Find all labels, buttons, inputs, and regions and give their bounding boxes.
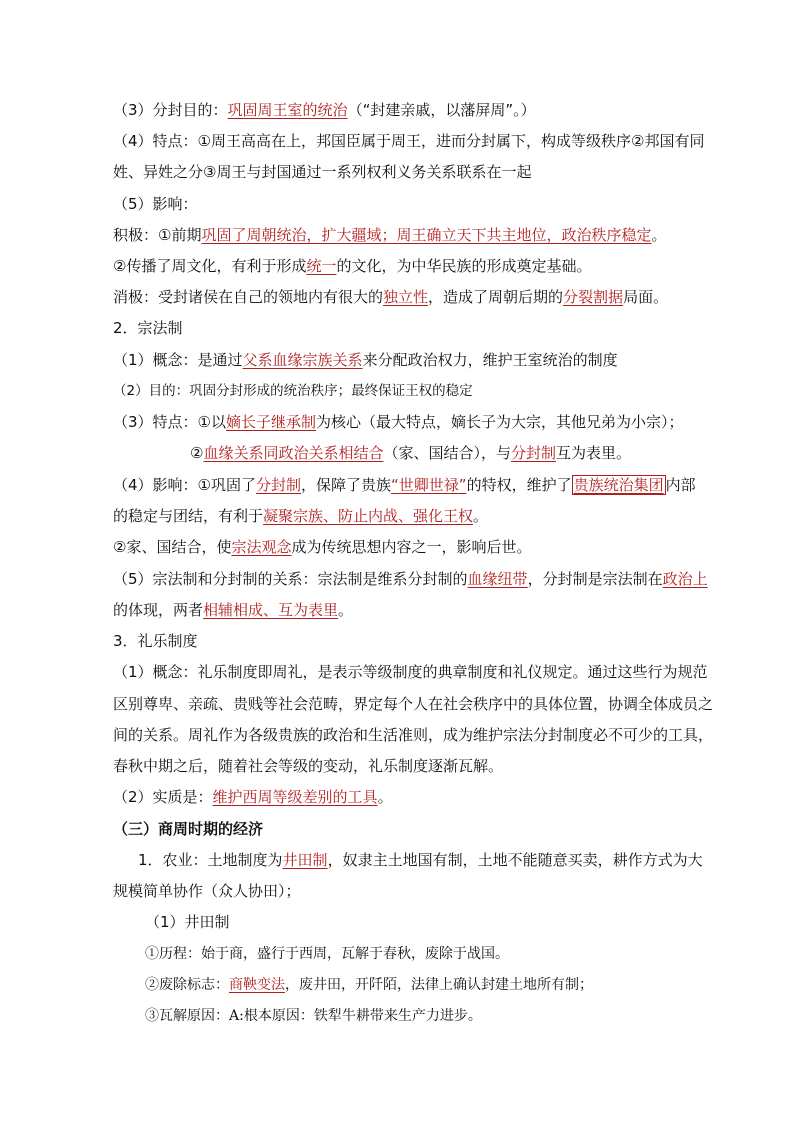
text-line: 春秋中期之后，随着社会等级的变动，礼乐制度逐渐瓦解。 (113, 757, 504, 775)
text: （家、国结合），与 (383, 444, 511, 462)
text: ，废井田，开阡陌，法律上确认封建土地所有制； (285, 977, 593, 993)
text: 局面。 (623, 288, 669, 306)
key-term: 贵族统治集团 (573, 476, 664, 494)
text: 积极：①前期 (113, 226, 202, 244)
key-term: 血缘关系同政治关系相结合 (203, 444, 384, 462)
key-term: 维护西周等级差别的工具 (212, 788, 378, 806)
text-line: 规模简单协作（众人协田）； (113, 882, 301, 900)
text: ，保障了贵族 (301, 476, 392, 494)
text: 。 (651, 226, 667, 244)
text-line (113, 600, 353, 620)
subsection-heading: （1）井田制 (145, 913, 230, 931)
text: 。 (473, 507, 489, 525)
section-heading: 3．礼乐制度 (113, 632, 198, 650)
key-term: 父系血缘宗族关系 (242, 351, 363, 369)
text-line (113, 412, 684, 432)
text-line (113, 475, 696, 495)
key-term: 嫡长子继承制 (226, 413, 317, 431)
text: 。 (377, 788, 393, 806)
text-line: 姓、异姓之分③周王与封国通过一系列权利义务关系联系在一起 (113, 163, 532, 181)
text: 消极：受封诸侯在自己的领地内有很大的 (113, 288, 384, 306)
text: ② (190, 444, 204, 462)
text-line: ①历程：始于商，盛行于西周，瓦解于春秋，废除于战国。 (145, 946, 509, 962)
key-term: 政治上 (662, 570, 708, 588)
text: 的文化，为中华民族的形成奠定基础。 (336, 257, 592, 275)
text: （5）宗法制和分封制的关系：宗法制是维系分封制的 (113, 570, 468, 588)
text-line (113, 537, 531, 557)
text-line: （1）概念：礼乐制度即周礼，是表示等级制度的典章制度和礼仪规定。通过这些行为规范 (113, 663, 708, 681)
text: 成为传统思想内容之一，影响后世。 (291, 538, 532, 556)
key-term: “世卿世禄” (391, 476, 467, 494)
text-line (138, 850, 703, 870)
key-term: 巩固周王室的统治 (227, 101, 348, 119)
text: 。 (338, 601, 354, 619)
text: （1）概念：是通过 (113, 351, 243, 369)
text-line: 区别尊卑、亲疏、贵贱等社会范畴，界定每个人在社会秩序中的具体位置，协调全体成员之 (113, 695, 714, 713)
text: 的稳定与团结，有利于 (113, 507, 264, 525)
text: 为核心（最大特点，嫡长子为大宗，其他兄弟为小宗）； (316, 413, 684, 431)
section-heading: 2．宗法制 (113, 319, 183, 337)
text: ，奴隶主土地国有制，土地不能随意买卖，耕作方式为大 (327, 851, 703, 869)
text-line: 间的关系。周礼作为各级贵族的政治和生活准则，成为维护宗法分封制度必不可少的工具， (113, 726, 714, 744)
text: （2）实质是： (113, 788, 213, 806)
text: ，分封制是宗法制在 (527, 570, 663, 588)
text-line (190, 443, 631, 463)
key-term: 凝聚宗族、防止内战、强化王权 (263, 507, 474, 525)
text: （“封建亲戚，以藩屏周”。） (347, 101, 536, 119)
text: 的特权，维护了 (466, 476, 572, 494)
text-line (113, 506, 488, 526)
text: 1．农业：土地制度为 (138, 851, 283, 869)
text-line: （5）影响： (113, 195, 198, 213)
key-term: 井田制 (282, 851, 328, 869)
text: 的体现，两者 (113, 601, 204, 619)
text: 互为表里。 (556, 444, 632, 462)
section-heading: （三）商周时期的经济 (113, 820, 264, 838)
text: ②废除标志： (145, 977, 229, 993)
key-term: 分裂割据 (563, 288, 624, 306)
key-term: 血缘纽带 (467, 570, 528, 588)
text: 内部 (665, 476, 696, 494)
key-term: 巩固了周朝统治，扩大疆域；周王确立天下共主地位，政治秩序稳定 (201, 226, 652, 244)
text: ②家、国结合，使 (113, 538, 232, 556)
text-line (145, 975, 593, 995)
text-line: （2）目的：巩固分封形成的统治秩序；最终保证王权的稳定 (113, 383, 473, 399)
text-line: ③瓦解原因：A:根本原因：铁犁牛耕带来生产力进步。 (145, 1008, 482, 1024)
key-term: 独立性 (383, 288, 429, 306)
text: ，造成了周朝后期的 (428, 288, 564, 306)
key-term: 宗法观念 (231, 538, 292, 556)
text: （3）分封目的： (113, 101, 228, 119)
text-line (113, 569, 708, 589)
text: （4）影响：①巩固了 (113, 476, 256, 494)
key-term: 分封制 (256, 476, 302, 494)
key-term: 商鞅变法 (229, 977, 285, 993)
text-line (113, 256, 591, 276)
text-line (113, 787, 393, 807)
text-line (113, 350, 618, 370)
key-term: 统一 (306, 257, 337, 275)
text-line (113, 225, 666, 245)
text-line: （4）特点：①周王高高在上，邦国臣属于周王，进而分封属下，构成等级秩序②邦国有同 (113, 132, 705, 150)
key-term: 分封制 (510, 444, 556, 462)
text-line (113, 287, 668, 307)
text: ②传播了周文化，有利于形成 (113, 257, 307, 275)
text-line (113, 100, 536, 120)
text: （3）特点：①以 (113, 413, 226, 431)
key-term: 相辅相成、互为表里 (203, 601, 339, 619)
text: 来分配政治权力，维护王室统治的制度 (362, 351, 618, 369)
